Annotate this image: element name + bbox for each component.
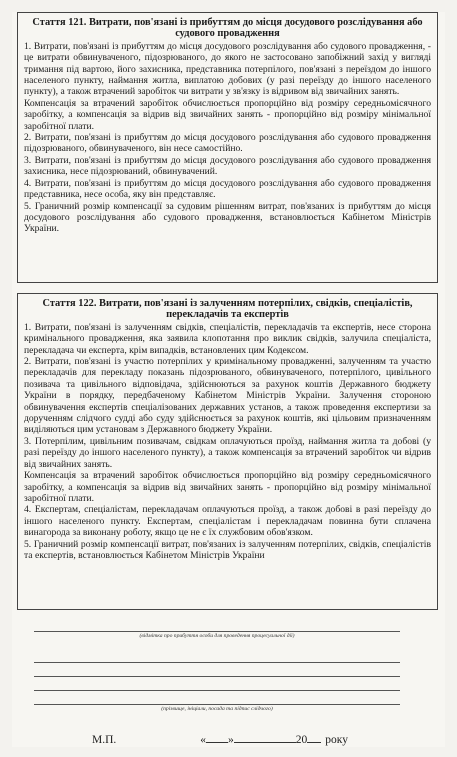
article-121-box: [17, 12, 438, 283]
article-121-paragraph: 1. Витрати, пов'язані із прибуттям до місця досудового розслідування або судового провадження, - це витрати обвинуваченого, підозрюваного, до якого не застосовано запобіжний захід у вигляді тримання під вартою, його захисника, представника потерпілого, пов'язані з переїздом до іншого населеного пункту, наймання житла, виплатою добових (у разі переїзду до іншого населеного пункту), а також втрачений заробіток чи витрати у зв'язку із відривом від звичайних занять.: [24, 40, 431, 98]
article-122-paragraph: 1. Витрати, пов'язані із залученням свідків, спеціалістів, перекладачів та експертів, несе сторона кримінального провадження, яка заявила клопотання про виклик свідків, залучила спеціаліста, перекладача чи експерта, крім випадків, встановлених цим Кодексом.: [24, 321, 431, 356]
article-121-title: Стаття 121. Витрати, пов'язані із прибуттям до місця досудового розслідування або судового провадження: [32, 17, 423, 40]
article-122-box: [17, 293, 438, 610]
arrival-mark-caption: (відмітка про прибуття особи для проведення процесуальної дії): [139, 633, 295, 639]
close-quote: »: [228, 734, 234, 746]
fill-line[interactable]: [34, 691, 400, 705]
month-field[interactable]: [234, 742, 296, 743]
article-121-paragraph: 3. Витрати, пов'язані із прибуттям до місця досудового розслідування або судового провадження захисника, несе підозрюваний, обвинувачений.: [24, 154, 431, 178]
article-121-paragraph: Компенсація за втрачений заробіток обчислюється пропорційно від розміру середньомісячного заробітку, а компенсація за відрив від звичайних занять - пропорційно від розміру мінімальної заробітної плати.: [24, 97, 431, 132]
signature-block: [34, 649, 400, 713]
signature-caption: (прізвище, ініціали, посада та підпис слідчого): [161, 706, 273, 712]
article-122-paragraph: 5. Граничний розмір компенсації витрат, пов'язаних із залученням потерпілих, свідків, спеціалістів та експертів, встановлюється Кабінетом Міністрів України: [24, 538, 431, 561]
article-122-paragraph: 4. Експертам, спеціалістам, перекладачам оплачуються проїзд, а також добові в разі переїзду до іншого населеного пункту. Експертам, спеціалістам і перекладачам повинна бути сплачена винагорода за виконану роботу, якщо це не є їх службовим обов'язком.: [24, 504, 431, 539]
document-page: [12, 12, 445, 747]
article-121-paragraph: 5. Граничний розмір компенсації за судовим рішенням витрат, пов'язаних із прибуттям до місця досудового розслідування або судового провадження, встановлюється Кабінетом Міністрів України.: [24, 200, 431, 235]
article-122-body: [24, 322, 431, 562]
article-121-body: [24, 41, 431, 235]
year-field[interactable]: [307, 742, 321, 743]
arrival-mark-block: [34, 618, 400, 640]
year-suffix: року: [325, 734, 348, 746]
article-121-paragraph: 2. Витрати, пов'язані із прибуттям до місця досудового розслідування або судового провадження підозрюваного, обвинуваченого, він несе самостійно.: [24, 132, 431, 155]
fill-line[interactable]: [34, 677, 400, 691]
article-122-paragraph: Компенсація за втрачений заробіток обчислюється пропорційно від розміру середньомісячного заробітку, а компенсація за відрив від звичайних занять - пропорційно від розміру мінімальної заробітної плати.: [24, 470, 431, 504]
fill-line[interactable]: [34, 663, 400, 677]
open-quote: «: [200, 734, 207, 746]
date-footer: [92, 734, 392, 746]
fill-line[interactable]: [34, 649, 400, 663]
fill-line[interactable]: [34, 618, 400, 632]
day-field[interactable]: [206, 742, 228, 743]
article-122-paragraph: 3. Потерпілим, цивільним позивачам, свідкам оплачуються проїзд, наймання житла та добові (у разі переїзду до іншого населеного пункту), а також компенсація за втрачений заробіток чи відрив від звичайних занять.: [24, 435, 431, 470]
article-121-paragraph: 4. Витрати, пов'язані із прибуттям до місця досудового розслідування або судового провадження представника, несе особа, яку він представляє.: [24, 177, 431, 201]
article-122-title: Стаття 122. Витрати, пов'язані із залученням потерпілих, свідків, спеціалістів, перекладачів та експертів: [42, 298, 413, 321]
seal-label: М.П.: [92, 734, 117, 746]
article-122-paragraph: 2. Витрати, пов'язані із участю потерпілих у кримінальному провадженні, залученням та участю перекладачів для перекладу показань підозрюваного, обвинуваченого, потерпілого, цивільного позивача та цивільного відповідача, здійснюються за рахунок коштів Державного бюджету України в порядку, передбаченому Кабінетом Міністрів України. Залучення стороною обвинувачення експертів спеціалізованих державних установ, а також проведення експертизи за дорученням слідчого судді або суду здійснюється за рахунок коштів, які цільовим призначенням виділяються цим установам з Державного бюджету України.: [24, 356, 431, 436]
year-prefix: 20: [295, 734, 308, 746]
